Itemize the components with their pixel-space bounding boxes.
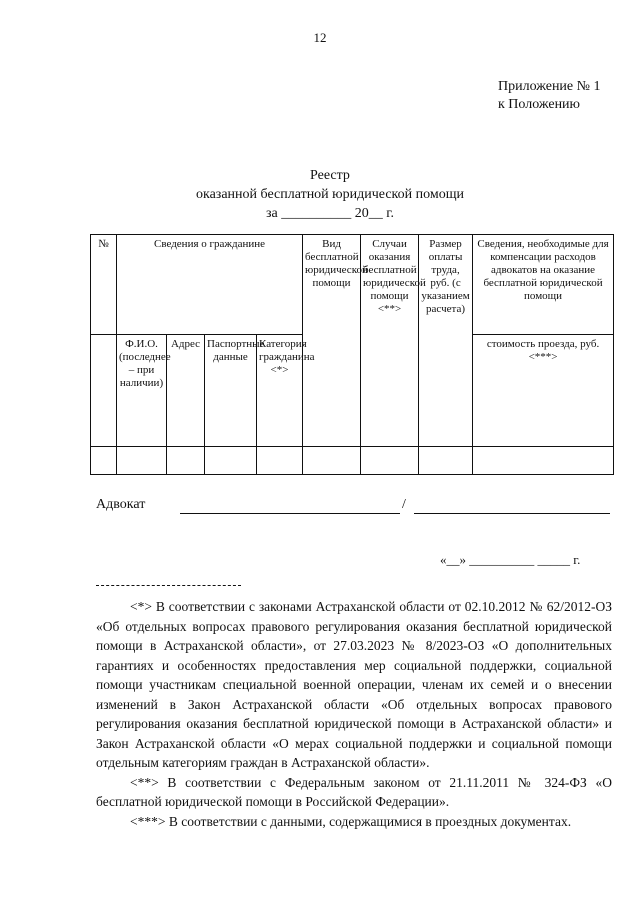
header-citizen-info: Сведения о гражданине xyxy=(117,235,303,335)
table-cell xyxy=(117,447,167,475)
signature-slash: / xyxy=(402,497,406,512)
header-cases: Случаи оказания бесплатной юридической помощи <**> xyxy=(361,235,419,447)
footnote-1: <*> В соответствии с законами Астраханской области от 02.10.2012 № 62/2012-ОЗ «Об отдельных вопросах правового регулирования оказания бесплатной юридической помощи в Астраханской области», от 27.03.2023 № 8/2023-ОЗ «О дополнительных гарантиях и особенностях предоставления мер социальной поддержки, социальной помощи участникам специальной военной операции, членам их семей и о внесении изменений в Закон Астраханской области «Об отдельных вопросах правового регулирования оказания бесплатной юридической помощи в Астраханской области» и Закон Астраханской области «О мерах социальной поддержки и социальной помощи отдельным категориям граждан в Астраханской области». xyxy=(96,599,612,770)
title-line-1: Реестр xyxy=(310,168,350,183)
table-cell xyxy=(419,447,473,475)
signature-line xyxy=(180,513,400,514)
table-row xyxy=(91,447,614,475)
appendix-line-1: Приложение № 1 xyxy=(498,79,601,94)
advocate-label: Адвокат xyxy=(96,497,146,512)
table-cell xyxy=(205,447,257,475)
date-line: «__» __________ _____ г. xyxy=(440,552,581,567)
footnote-3: <***> В соответствии с данными, содержащимися в проездных документах. xyxy=(130,813,572,829)
subheader-address: Адрес xyxy=(167,335,205,447)
subheader-fare: стоимость проезда, руб. <***> xyxy=(473,335,614,447)
footnote-2: <**> В соответствии с Федеральным законом от 21.11.2011 № 324-ФЗ «О бесплатной юридической помощи в Российской Федерации». xyxy=(96,774,612,809)
header-compensation-info: Сведения, необходимые для компенсации расходов адвокатов на оказание бесплатной юридической помощи xyxy=(473,235,614,335)
subheader-passport: Паспортные данные xyxy=(205,335,257,447)
header-payment: Размер оплаты труда, руб. (с указанием расчета) xyxy=(419,235,473,447)
header-number-empty xyxy=(91,335,117,447)
subheader-fio: Ф.И.О. (последнее – при наличии) xyxy=(117,335,167,447)
document-title xyxy=(160,166,500,223)
title-line-3: за __________ 20__ г. xyxy=(266,206,394,221)
subheader-category: Категория гражданина <*> xyxy=(257,335,303,447)
name-line xyxy=(414,513,610,514)
header-aid-type: Вид бесплатной юридической помощи xyxy=(303,235,361,447)
table-cell xyxy=(257,447,303,475)
table-cell xyxy=(91,447,117,475)
table-cell xyxy=(167,447,205,475)
table-cell xyxy=(303,447,361,475)
header-number: № xyxy=(91,235,117,335)
appendix-line-2: к Положению xyxy=(498,97,581,112)
page-number: 12 xyxy=(313,30,327,45)
title-line-2: оказанной бесплатной юридической помощи xyxy=(196,187,464,202)
registry-table xyxy=(90,234,614,475)
table-cell xyxy=(361,447,419,475)
appendix-header xyxy=(498,78,601,114)
table-cell xyxy=(473,447,614,475)
footnotes xyxy=(96,597,612,831)
footnote-separator xyxy=(96,585,241,586)
